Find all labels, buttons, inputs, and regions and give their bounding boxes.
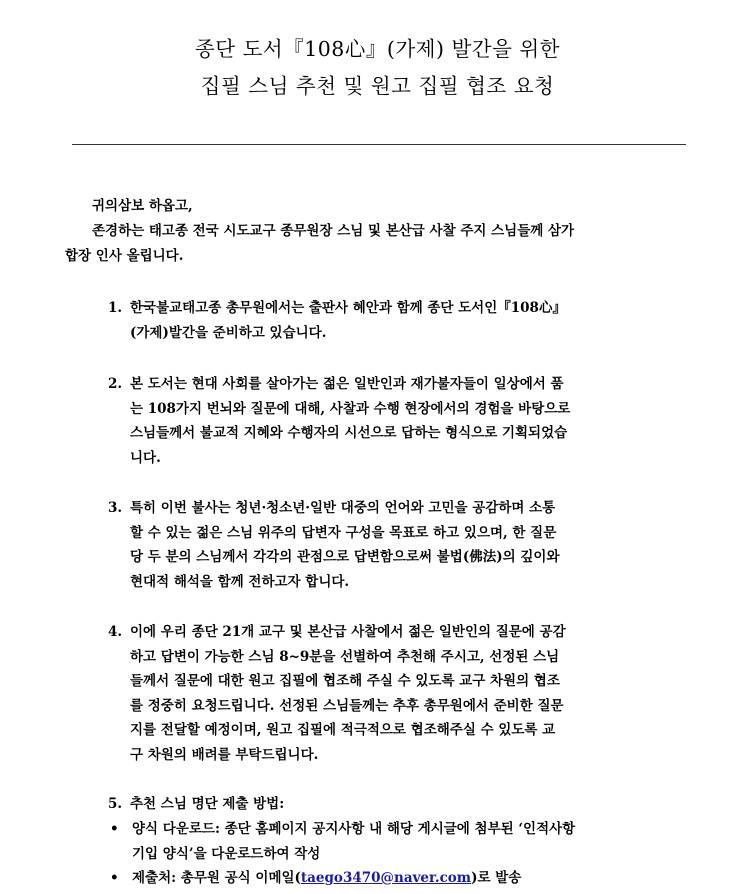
item-text-line: 한국불교태고종 총무원에서는 출판사 혜안과 함께 종단 도서인『108心』 xyxy=(130,300,566,316)
title-divider xyxy=(72,144,686,145)
numbered-item-3 xyxy=(108,496,559,594)
bullet-text-line: 양식 다운로드: 종단 홈페이지 공지사항 내 해당 게시글에 첨부된 ‘인적사항 xyxy=(132,821,576,837)
submission-suffix: )로 발송 xyxy=(471,870,522,886)
item-text-line: 스님들께서 불교적 지혜와 수행자의 시선으로 답하는 형식으로 기획되었습 xyxy=(130,425,568,442)
item-text-line: 는 108가지 번뇌와 질문에 대해, 사찰과 수행 현장에서의 경험을 바탕으로 xyxy=(130,400,571,417)
document-title-line-2: 집필 스님 추천 및 원고 집필 협조 요청 xyxy=(200,74,555,98)
bullet-dot-icon: • xyxy=(110,870,119,886)
item-text-line: 특히 이번 불사는 청년·청소년·일반 대중의 언어와 고민을 공감하며 소통 xyxy=(130,500,556,516)
item-text-line: 구 차원의 배려를 부탁드립니다. xyxy=(130,746,319,763)
item-text-line: 당 두 분의 스님께서 각각의 관점으로 답변함으로써 불법(佛法)의 깊이와 xyxy=(130,549,560,566)
item-text-line: 이에 우리 종단 21개 교구 및 본산급 사찰에서 젊은 일반인의 질문에 공감 xyxy=(130,624,566,640)
item-number: 3. xyxy=(108,500,123,516)
item-text-line: 하고 답변이 가능한 스님 8~9분을 선별하여 추천해 주시고, 선정된 스님 xyxy=(130,648,560,665)
intro-line-1: 존경하는 태고종 전국 시도교구 종무원장 스님 및 본산급 사찰 주지 스님들께 삼가 xyxy=(92,223,575,239)
numbered-item-1 xyxy=(108,296,566,345)
email-link[interactable]: taego3470@naver.com xyxy=(300,870,472,886)
item-text-line: 들께서 질문에 대한 원고 집필에 협조해 주실 수 있도록 교구 차원의 협조 xyxy=(130,673,560,690)
item-number: 1. xyxy=(108,300,123,316)
submission-prefix: 제출처: 총무원 공식 이메일( xyxy=(132,870,301,886)
document-title-line-1: 종단 도서『108心』(가제) 발간을 위한 xyxy=(194,37,560,61)
numbered-item-4 xyxy=(108,620,566,768)
bullet-text-line xyxy=(132,866,521,891)
numbered-item-2 xyxy=(108,372,570,470)
numbered-item-5 xyxy=(108,792,284,817)
intro-line-2: 합장 인사 올립니다. xyxy=(65,248,184,264)
item-text-line: (가제)발간을 준비하고 있습니다. xyxy=(130,324,327,341)
greeting: 귀의삼보 하옵고, xyxy=(92,198,193,214)
item-text-line: 현대적 해석을 함께 전하고자 합니다. xyxy=(130,573,350,590)
item-number: 2. xyxy=(108,376,123,392)
bullet-download-form xyxy=(110,817,575,866)
item-text-line: 추천 스님 명단 제출 방법: xyxy=(130,796,285,812)
item-text-line: 를 정중히 요청드립니다. 선정된 스님들께는 추후 총무원에서 준비한 질문 xyxy=(130,697,564,714)
item-text-line: 본 도서는 현대 사회를 살아가는 젊은 일반인과 재가불자들이 일상에서 품 xyxy=(130,376,564,392)
bullet-text-line: 기입 양식’을 다운로드하여 작성 xyxy=(132,845,321,862)
item-number: 5. xyxy=(108,796,123,812)
item-text-line: 지를 전달할 예정이며, 원고 집필에 적극적으로 협조해주실 수 있도록 교 xyxy=(130,722,556,739)
bullet-submission xyxy=(110,866,521,891)
item-text-line: 니다. xyxy=(130,449,161,466)
item-number: 4. xyxy=(108,624,123,640)
bullet-dot-icon: • xyxy=(110,821,119,837)
item-text-line: 할 수 있는 젊은 스님 위주의 답변자 구성을 목표로 하고 있으며, 한 질문 xyxy=(130,524,557,541)
